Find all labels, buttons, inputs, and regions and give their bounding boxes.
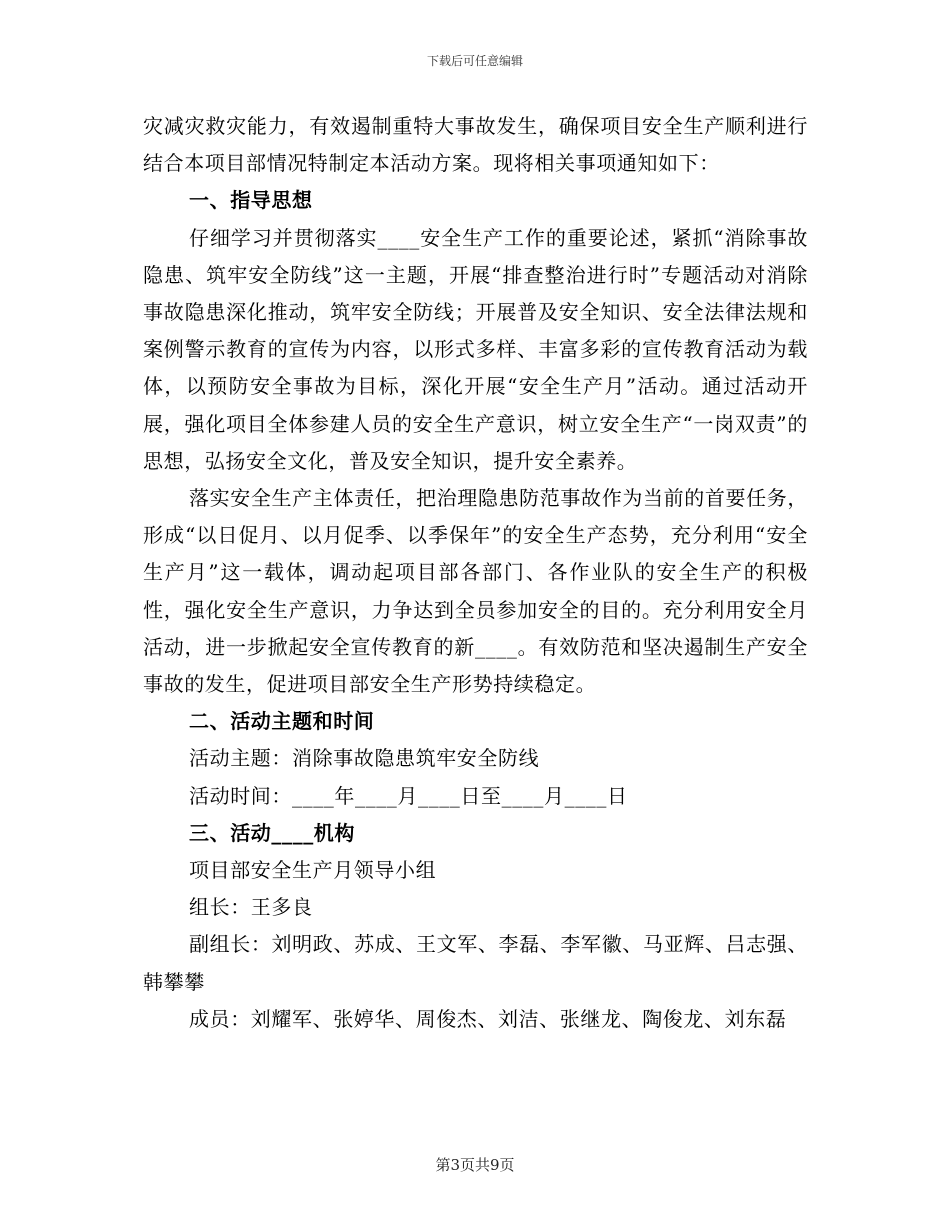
intro-paragraph: 灾减灾救灾能力，有效遏制重特大事故发生，确保项目安全生产顺利进行结合本项目部情况特制定本活动方案。现将相关事项通知如下： [143, 114, 808, 176]
group-leader: 组长：王多良 [189, 895, 313, 920]
document-body [143, 108, 808, 1038]
section-heading-guiding-thought: 一、指导思想 [189, 188, 313, 213]
activity-time: 活动时间：____年____月____日至____月____日 [189, 783, 628, 808]
section-heading-organization: 三、活动____机构 [189, 820, 355, 845]
group-members: 成员：刘耀军、张婷华、周俊杰、刘洁、张继龙、陶俊龙、刘东磊 [189, 1006, 787, 1031]
page-header: 下载后可任意编辑 [426, 54, 523, 68]
activity-theme: 活动主题：消除事故隐患筑牢安全防线 [189, 746, 540, 771]
deputy-leaders: 副组长：刘明政、苏成、王文军、李磊、李军徽、马亚辉、吕志强、韩攀攀 [143, 932, 808, 994]
page-footer: 第3页共9页 [435, 1156, 515, 1174]
guiding-thought-paragraph-2: 落实安全生产主体责任，把治理隐患防范事故作为当前的首要任务，形成“以日促月、以月促季、以季保年”的安全生产态势，充分利用“安全生产月”这一载体，调动起项目部各部门、各作业队的安全生产的积极性，强化安全生产意识，力争达到全员参加安全的目的。充分利用安全月活动，进一步掀起安全宣传教育的新____。有效防范和坚决遏制生产安全事故的发生，促进项目部安全生产形势持续稳定。 [143, 486, 808, 697]
guiding-thought-paragraph-1: 仔细学习并贯彻落实____安全生产工作的重要论述，紧抓“消除事故隐患、筑牢安全防线”这一主题，开展“排查整治进行时”专题活动对消除事故隐患深化推动，筑牢安全防线；开展普及安全知识、安全法律法规和案例警示教育的宣传为内容，以形式多样、丰富多彩的宣传教育活动为载体，以预防安全事故为目标，深化开展“安全生产月”活动。通过活动开展，强化项目全体参建人员的安全生产意识，树立安全生产“一岗双责”的思想，弘扬安全文化，普及安全知识，提升安全素养。 [143, 225, 808, 473]
organization-title: 项目部安全生产月领导小组 [189, 858, 437, 883]
section-heading-theme-and-time: 二、活动主题和时间 [189, 709, 375, 734]
